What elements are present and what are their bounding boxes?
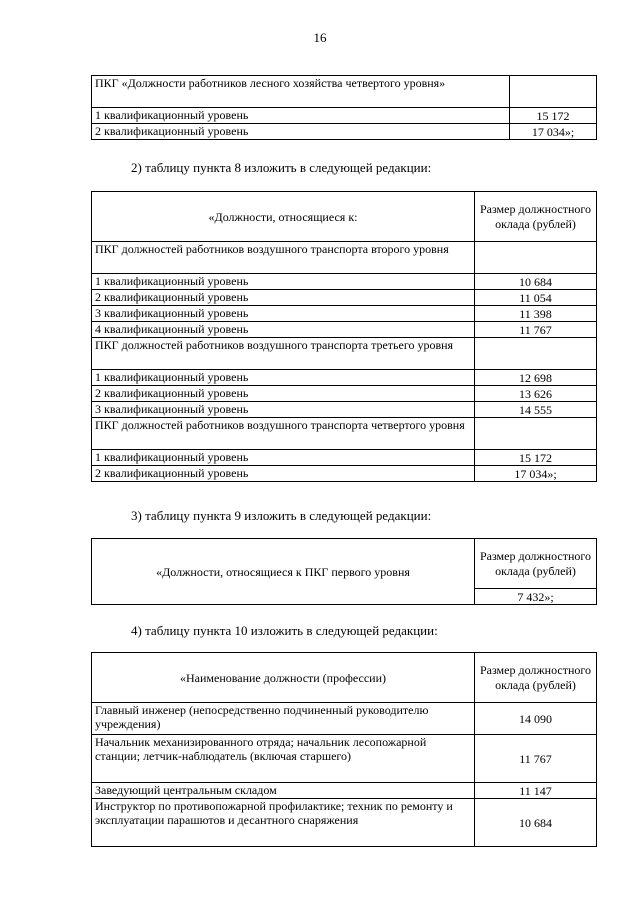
level-label: 1 квалификационный уровень: [92, 450, 475, 466]
level-label: 1 квалификационный уровень: [92, 274, 475, 290]
page-number: 16: [313, 30, 327, 45]
salary-value: 11 767: [475, 735, 597, 783]
salary-value: 17 034»;: [510, 124, 597, 140]
level-label: 1 квалификационный уровень: [92, 370, 475, 386]
pkg-label: ПКГ «Должности работников лесного хозяйства четвертого уровня»: [92, 76, 510, 108]
table-row: [92, 370, 597, 386]
salary-value: 14 555: [475, 402, 597, 418]
salary-value: 15 172: [475, 450, 597, 466]
level-label: 2 квалификационный уровень: [92, 466, 475, 482]
position-label: Инструктор по противопожарной профилактике; техник по ремонту и эксплуатации парашютов и десантного снаряжения: [92, 799, 475, 847]
paragraph-item-3: 3) таблицу пункта 9 изложить в следующей редакции:: [131, 508, 432, 523]
level-label: 3 квалификационный уровень: [92, 402, 475, 418]
paragraph-item-4: 4) таблицу пункта 10 изложить в следующей редакции:: [131, 623, 438, 638]
pkg-label: ПКГ должностей работников воздушного транспорта третьего уровня: [92, 338, 475, 370]
table-profession-positions: [91, 652, 597, 847]
table-row: [92, 466, 597, 482]
salary-value: [510, 76, 597, 108]
salary-value: 14 090: [475, 703, 597, 735]
salary-value: 11 054: [475, 290, 597, 306]
salary-value: 13 626: [475, 386, 597, 402]
level-label: 1 квалификационный уровень: [92, 108, 510, 124]
salary-value: 11 767: [475, 322, 597, 338]
table-row: [92, 402, 597, 418]
column-header-salary: Размер должностного оклада (рублей): [475, 653, 597, 703]
position-label: Начальник механизированного отряда; начальник лесопожарной станции; летчик-наблюдатель (включая старшего): [92, 735, 475, 783]
column-header-salary: Размер должностного оклада (рублей): [475, 192, 597, 242]
pkg-label: ПКГ должностей работников воздушного транспорта второго уровня: [92, 242, 475, 274]
level-label: 4 квалификационный уровень: [92, 322, 475, 338]
level-label: 2 квалификационный уровень: [92, 290, 475, 306]
level-label: 3 квалификационный уровень: [92, 306, 475, 322]
table-row: [92, 338, 597, 370]
table-first-level-positions: [91, 538, 597, 605]
paragraph-item-2: 2) таблицу пункта 8 изложить в следующей редакции:: [131, 160, 432, 175]
table-row: [92, 274, 597, 290]
table-row: [92, 799, 597, 847]
salary-value: 15 172: [510, 108, 597, 124]
table-row: [92, 322, 597, 338]
table-row: [92, 290, 597, 306]
position-label: Заведующий центральным складом: [92, 783, 475, 799]
column-header-positions: «Должности, относящиеся к:: [92, 192, 475, 242]
salary-value: 11 147: [475, 783, 597, 799]
table-row: [92, 703, 597, 735]
salary-value: 7 432»;: [475, 589, 597, 605]
table-air-transport-positions: [91, 191, 597, 482]
salary-value: 11 398: [475, 306, 597, 322]
salary-value: 10 684: [475, 799, 597, 847]
table-row: [92, 306, 597, 322]
level-label: 2 квалификационный уровень: [92, 386, 475, 402]
table-row: [92, 386, 597, 402]
salary-value: 17 034»;: [475, 466, 597, 482]
table-header-row: [92, 539, 597, 589]
position-label: Главный инженер (непосредственно подчиненный руководителю учреждения): [92, 703, 475, 735]
salary-value: [475, 242, 597, 274]
table-row: [92, 76, 597, 108]
table-row: [92, 783, 597, 799]
table-header-row: [92, 192, 597, 242]
column-header-salary: Размер должностного оклада (рублей): [475, 539, 597, 589]
salary-value: [475, 338, 597, 370]
table-row: [92, 450, 597, 466]
table-header-row: [92, 653, 597, 703]
level-label: 2 квалификационный уровень: [92, 124, 510, 140]
column-header-profession: «Наименование должности (профессии): [92, 653, 475, 703]
table-row: [92, 242, 597, 274]
column-header-positions: «Должности, относящиеся к ПКГ первого уровня: [92, 539, 475, 605]
pkg-label: ПКГ должностей работников воздушного транспорта четвертого уровня: [92, 418, 475, 450]
salary-value: 12 698: [475, 370, 597, 386]
table-row: [92, 124, 597, 140]
salary-value: 10 684: [475, 274, 597, 290]
table-row: [92, 735, 597, 783]
salary-value: [475, 418, 597, 450]
table-row: [92, 418, 597, 450]
table-row: [92, 108, 597, 124]
table-forestry-positions: [91, 75, 597, 140]
